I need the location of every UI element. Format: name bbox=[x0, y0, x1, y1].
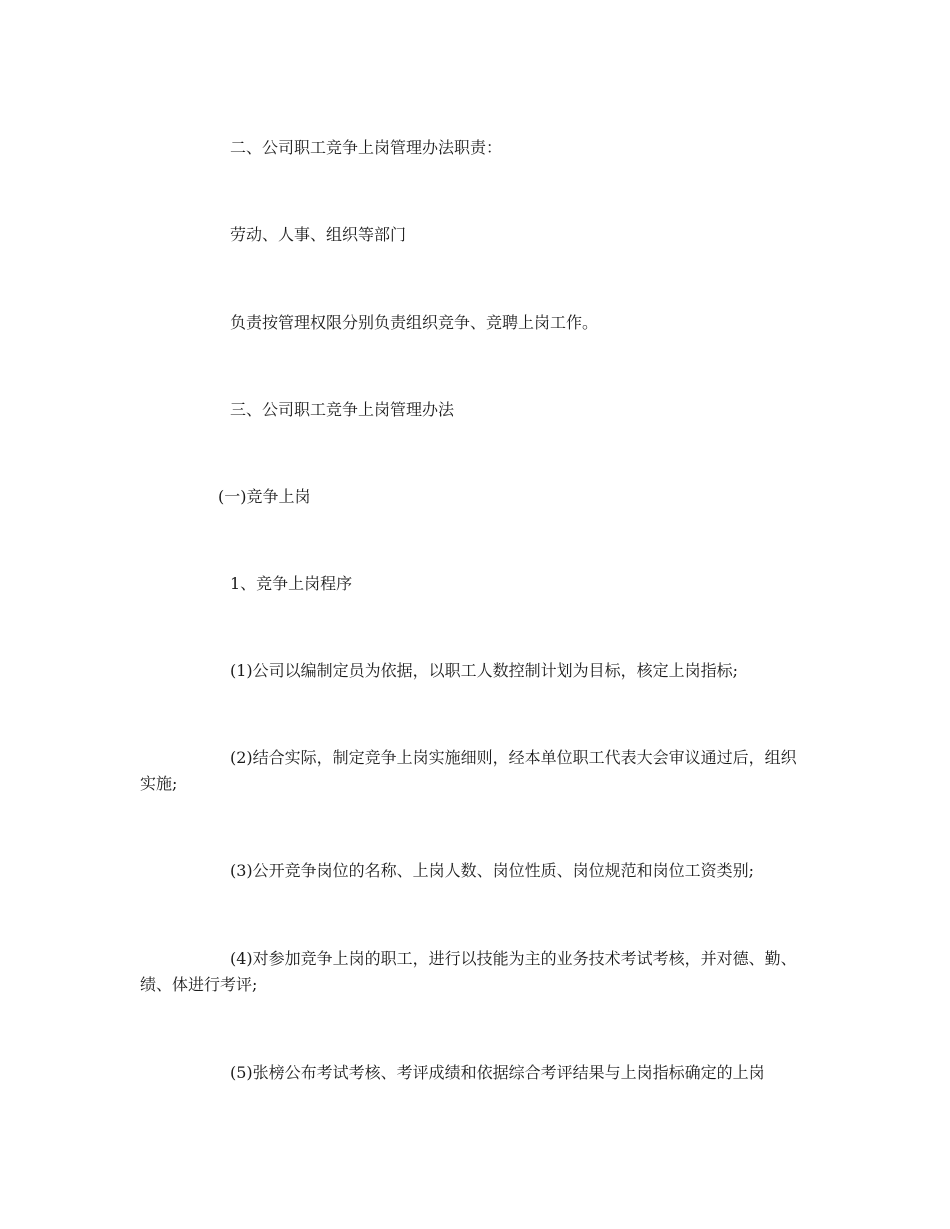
procedure-step-5: (5)张榜公布考试考核、考评成绩和依据综合考评结果与上岗指标确定的上岗 bbox=[230, 1063, 765, 1082]
procedure-step-4: (4)对参加竞争上岗的职工，进行以技能为主的业务技术考试考核，并对德、勤、绩、体进行考评; bbox=[140, 949, 797, 994]
procedure-step-3: (3)公开竞争岗位的名称、上岗人数、岗位性质、岗位规范和岗位工资类别; bbox=[230, 861, 755, 880]
paragraph-responsibility: 负责按管理权限分别负责组织竞争、竞聘上岗工作。 bbox=[230, 313, 599, 332]
section-heading-3: 三、公司职工竞争上岗管理办法 bbox=[230, 400, 455, 419]
section-heading-2: 二、公司职工竞争上岗管理办法职责： bbox=[230, 138, 503, 157]
procedure-step-2: (2)结合实际，制定竞争上岗实施细则，经本单位职工代表大会审议通过后，组织实施; bbox=[140, 748, 797, 793]
item-heading-1: 1、竞争上岗程序 bbox=[230, 574, 353, 593]
subsection-heading-1: (一)竞争上岗 bbox=[218, 487, 311, 506]
paragraph-departments: 劳动、人事、组织等部门 bbox=[230, 225, 407, 244]
procedure-step-1: (1)公司以编制定员为依据，以职工人数控制计划为目标，核定上岗指标; bbox=[230, 661, 739, 680]
